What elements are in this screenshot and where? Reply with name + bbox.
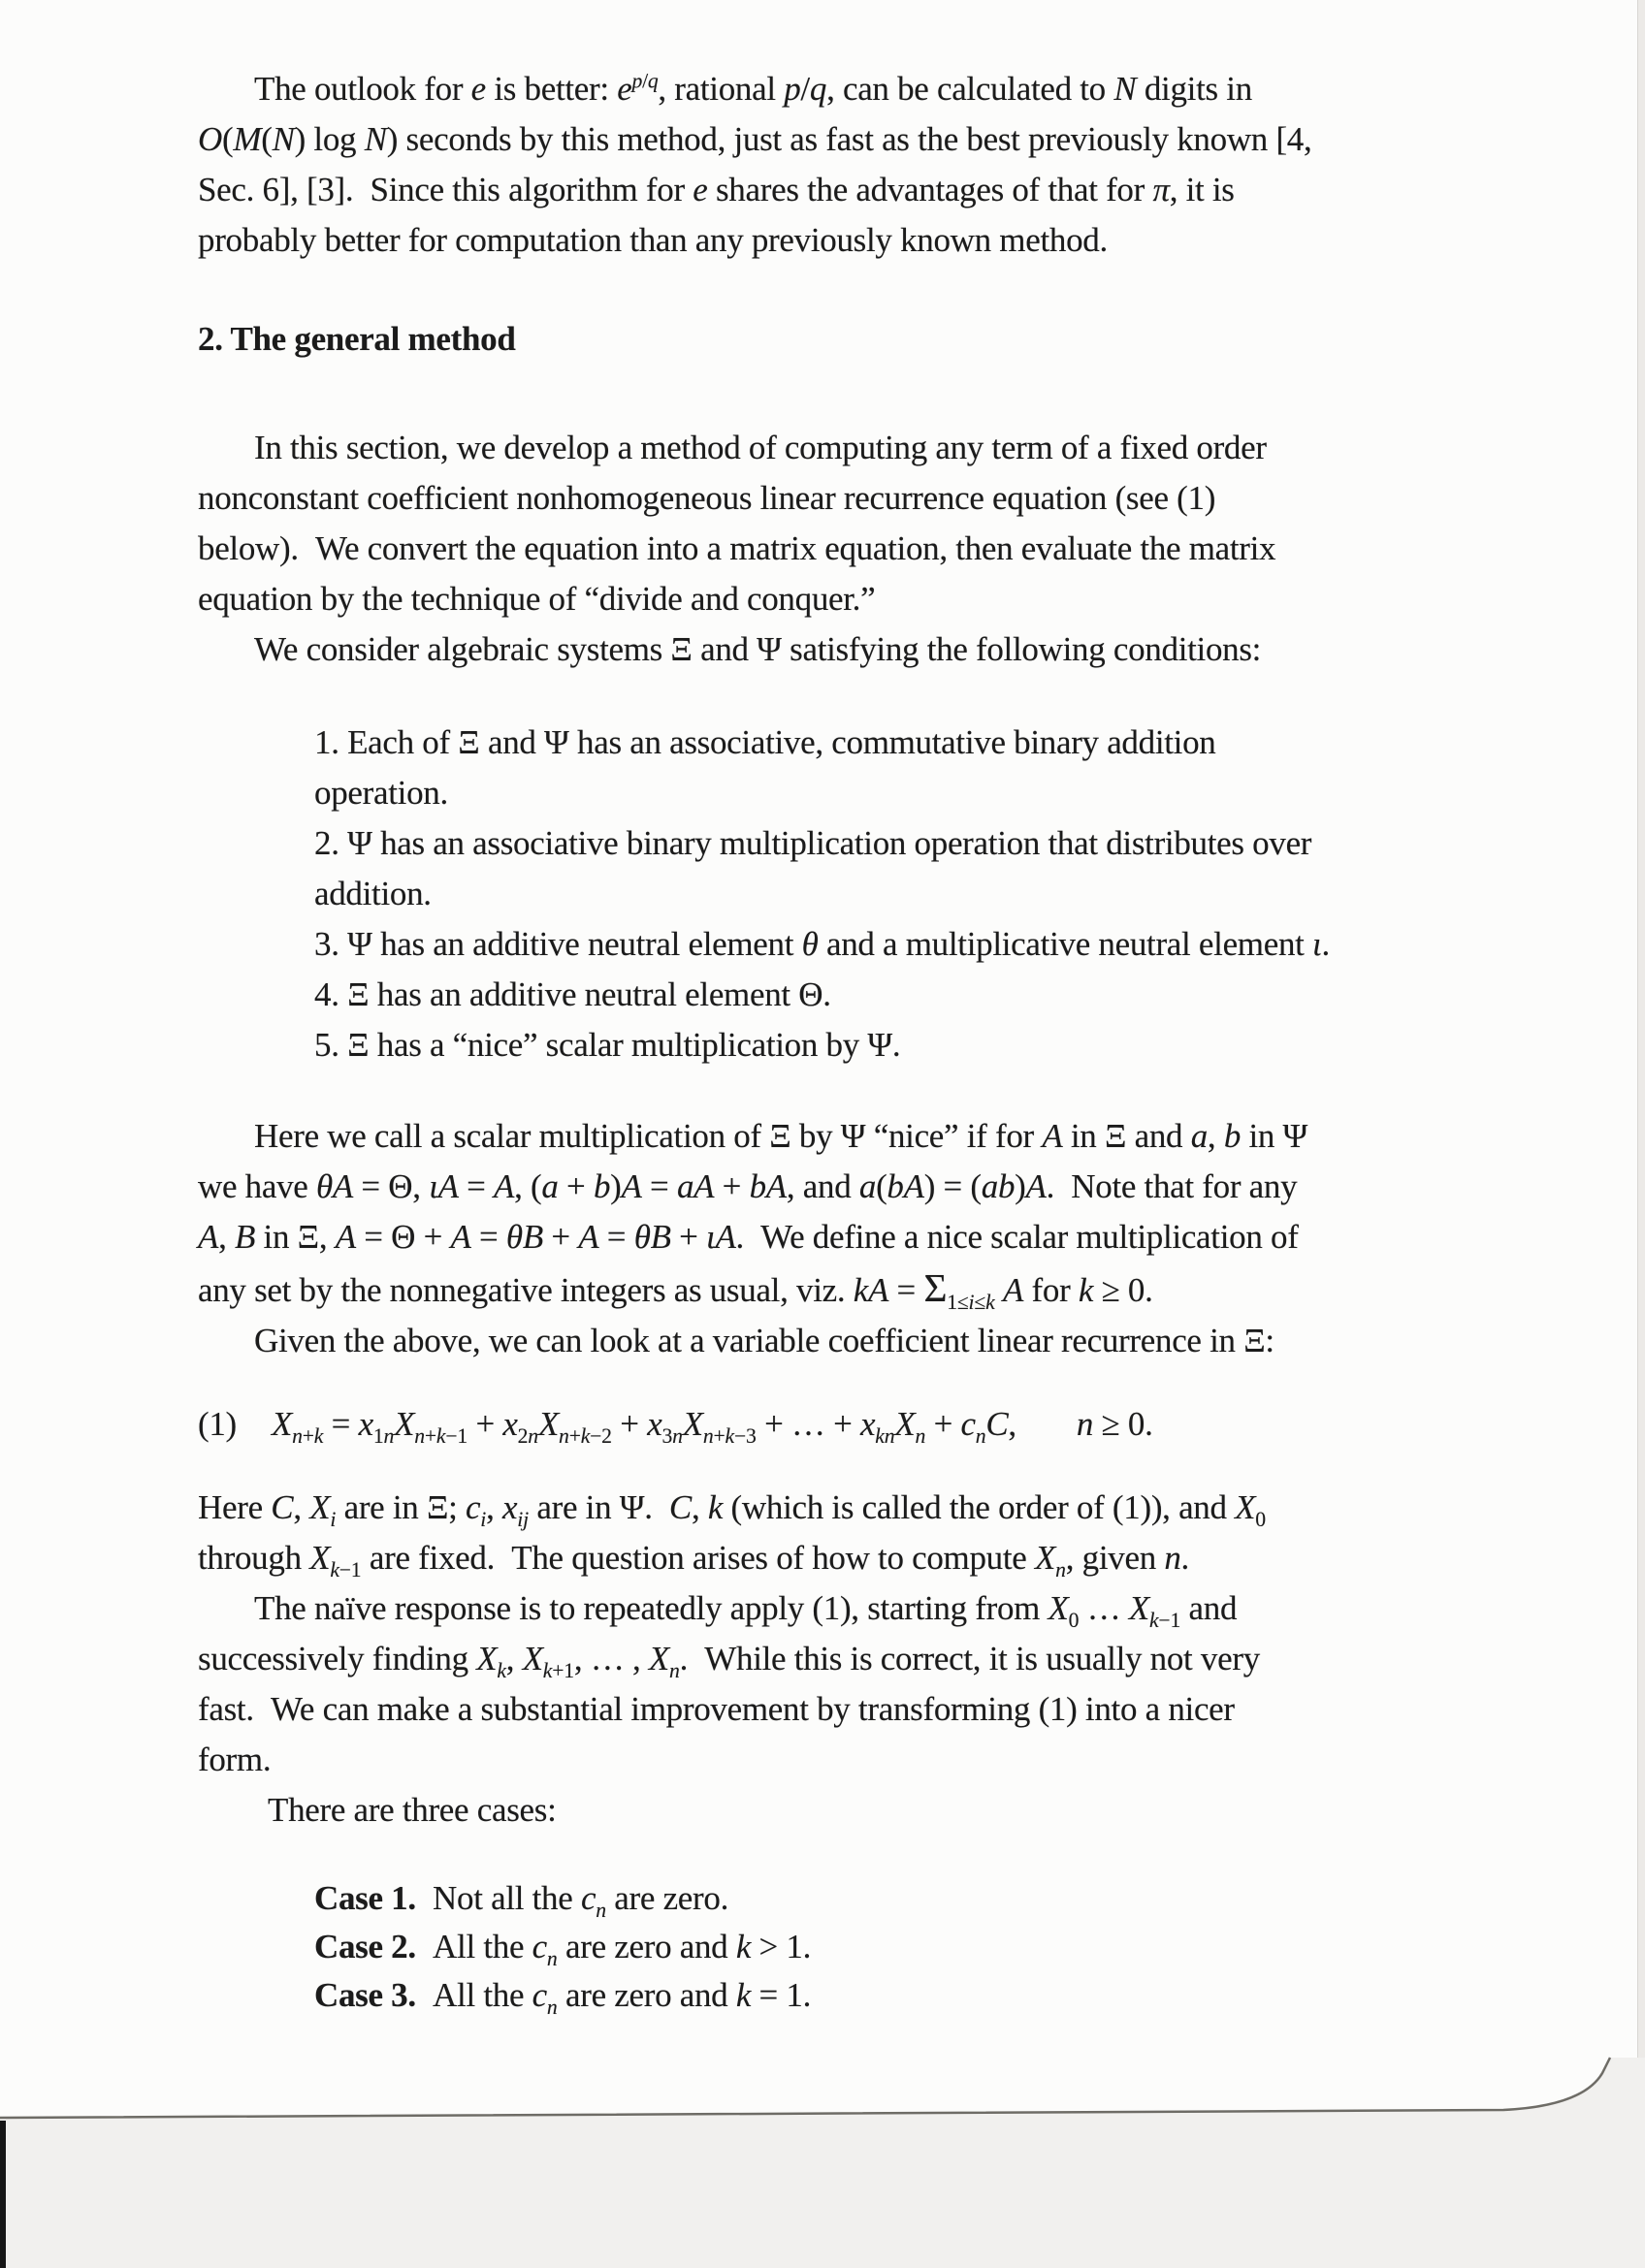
conditions-list [314, 718, 1494, 1070]
scan-left-edge-shadow [0, 2121, 6, 2268]
condition-item-2: 2. Ψ has an associative binary multiplication operation that distributes over addition. [314, 824, 1312, 912]
cases-list [314, 1874, 1494, 2020]
paragraph-after-equation: Here C, $X_i$ are in Ξ; $c_i$, $x_{ij}$ are in Ψ. C, k (which is called the order of (1)), and $X_0$ through $X_{k-1}$ are fixed. The question arises of how to compute $X_n$, given n. [198, 1488, 1266, 1581]
condition-item-1: 1. Each of Ξ and Ψ has an associative, commutative binary addition operation. [314, 723, 1216, 812]
paragraph-intro: In this section, we develop a method of computing any term of a fixed order nonconstant coefficient nonhomogeneous linear recurrence equation (see (1) below). We convert the equation into a matrix equation, then evaluate the matrix equation by the technique of “divide and conquer.” [198, 429, 1276, 618]
page-content [198, 64, 1494, 2020]
paragraph-given-above: Given the above, we can look at a variable coefficient linear recurrence in Ξ: [254, 1322, 1274, 1359]
condition-item-5: 5. Ξ has a “nice” scalar multiplication by Ψ. [314, 1026, 901, 1064]
scan-page-bottom-edge [0, 2054, 1645, 2268]
section-heading: 2. The general method [198, 320, 516, 358]
equation-constraint: n ≥ 0. [1076, 1405, 1153, 1443]
equation-formula: $X_{n+k} = x_{1n}X_{n+k-1} + x_{2n}X_{n+k-2} + x_{3n}X_{n+k-3}$ + … + $x_{kn}X_n + c_nC$, [272, 1405, 1016, 1448]
equation-1 [198, 1399, 1494, 1457]
condition-item-4: 4. Ξ has an additive neutral element Θ. [314, 975, 831, 1013]
paragraph-consider: We consider algebraic systems Ξ and Ψ satisfying the following conditions: [254, 630, 1262, 668]
condition-item-3: 3. Ψ has an additive neutral element θ and a multiplicative neutral element ι. [314, 925, 1330, 963]
scan-right-page-edge [1637, 0, 1645, 2065]
paragraph-three-cases: There are three cases: [268, 1791, 557, 1829]
case-item-2: Case 2. All the $c_n$ are zero and k > 1. [314, 1928, 812, 1970]
paragraph-outlook: The outlook for e is better: $e^{p/q}$, rational p/q, can be calculated to N digits in O(M(N) log N) seconds by this method, just as fast as the best previously known [4, Sec. 6], [3]. Since this algorithm for e shares the advantages of that for π, it is probably better for computation than any previously known method. [198, 69, 1312, 259]
paragraph-nice-definition: Here we call a scalar multiplication of Ξ by Ψ “nice” if for A in Ξ and a, b in Ψ we have θA = Θ, ιA = A, (a + b)A = aA + bA, and a(bA) = (ab)A. Note that for any A, B in Ξ, A = Θ + A = θB + A = θB + ιA. We define a nice scalar multiplication of any set by the nonnegative integers as usual, viz. kA = $\Sigma_{1\le i\le k}$ A for k ≥ 0. [198, 1117, 1308, 1314]
paragraph-naive: The naïve response is to repeatedly apply (1), starting from $X_0$ … $X_{k-1}$ and successively finding $X_k$, $X_{k+1}$, … , $X_n$. While this is correct, it is usually not very fast. We can make a substantial improvement by transforming (1) into a nicer form. [198, 1589, 1260, 1778]
equation-number: (1) [198, 1405, 237, 1443]
case-item-3: Case 3. All the $c_n$ are zero and k = 1. [314, 1976, 812, 2019]
case-item-1: Case 1. Not all the $c_n$ are zero. [314, 1879, 729, 1922]
